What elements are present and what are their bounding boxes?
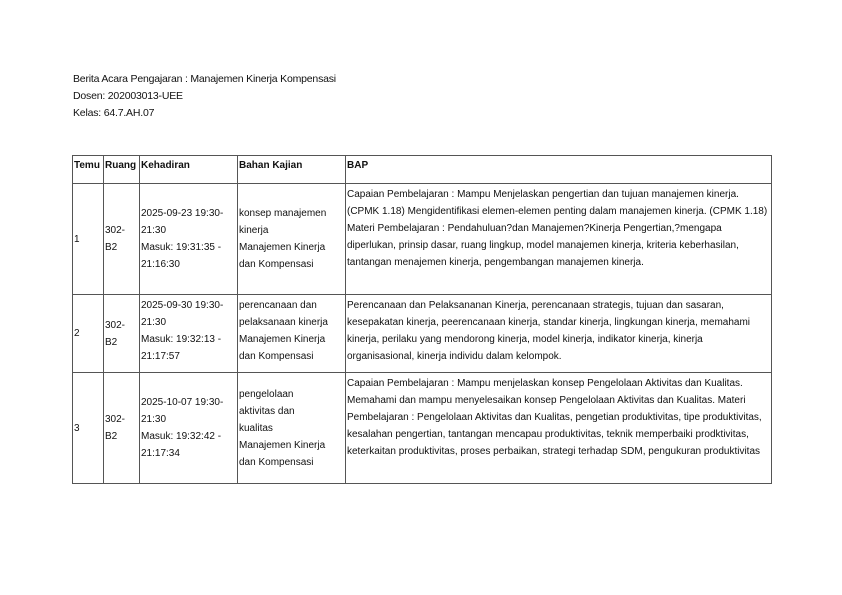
table-row (73, 373, 772, 484)
cell-bahan-kajian (238, 295, 346, 373)
bahan-line: dan Kompensasi (239, 456, 314, 468)
ruang-line: 302- (105, 414, 126, 425)
kehadiran-line: 21:30 (141, 225, 167, 236)
column-header-bahan-kajian: Bahan Kajian (238, 156, 346, 184)
kehadiran-line: 21:30 (141, 414, 167, 425)
cell-bap (346, 184, 772, 295)
cell-kehadiran (140, 373, 238, 484)
column-header-bap: BAP (346, 156, 772, 184)
cell-bap (346, 295, 772, 373)
cell-bahan-kajian (238, 373, 346, 484)
document-header (73, 71, 336, 122)
bahan-line: aktivitas dan (239, 405, 295, 417)
column-header-temu: Temu (73, 156, 104, 184)
bap-text: Capaian Pembelajaran : Mampu Menjelaskan pengertian dan tujuan manajemen kinerja. (CPMK 1.18) Mengidentifikasi elemen-elemen penting dalam manajemen kinerja. (CPMK 1.18) Materi Pembelajaran : Pendahuluan?dan Manajemen?Kinerja Pengertian,?mengapa diperlukan, prinsip dasar, ruang lingkup, model manajemen kinerja, kriteria keberhasilan, tantangan menajemen kinerja, pengembangan manajemen kinerja. (347, 189, 768, 268)
ruang-line: B2 (105, 242, 118, 253)
cell-ruang (104, 184, 140, 295)
bahan-line: Manajemen Kinerja (239, 242, 326, 253)
document-title: Berita Acara Pengajaran : Manajemen Kinerja Kompensasi (73, 73, 336, 85)
cell-temu: 1 (73, 184, 104, 295)
kehadiran-line: Masuk: 19:31:35 - (141, 242, 222, 253)
bahan-line: Manajemen Kinerja (239, 334, 326, 345)
ruang-line: 302- (105, 319, 126, 331)
cell-kehadiran (140, 184, 238, 295)
bap-text: Capaian Pembelajaran : Mampu menjelaskan konsep Pengelolaan Aktivitas dan Kualitas. Memahami dan mampu menyelesaikan konsep Pengelolaan Aktivitas dan Kualitas. Materi Pembelajaran : Pengelolaan Aktivitas dan Kualitas, pengetian produktivitas, tipe produktivitas, kesalahan pengertian, tantangan mencapau produktivitas, teknik memperbaiki prodktivitas, keterkaitan produktivitas, proses perbaikan, strategi terhadap SDM, pengukuran produktivitas (347, 378, 762, 457)
table-row (73, 184, 772, 295)
teaching-record-table (72, 155, 772, 484)
bahan-line: dan Kompensasi (239, 259, 314, 270)
table-row (73, 295, 772, 373)
bahan-line: dan Kompensasi (239, 351, 314, 362)
class-info: Kelas: 64.7.AH.07 (73, 107, 155, 119)
kehadiran-line: Masuk: 19:32:13 - (141, 334, 222, 345)
ruang-line: 302- (105, 225, 126, 236)
kehadiran-line: 2025-09-30 19:30- (141, 300, 224, 311)
cell-temu: 2 (73, 295, 104, 373)
cell-bahan-kajian (238, 184, 346, 295)
bahan-line: perencanaan dan (239, 300, 317, 311)
kehadiran-line: 21:30 (141, 317, 167, 328)
kehadiran-line: 21:17:57 (141, 351, 180, 362)
column-header-ruang: Ruang (104, 156, 140, 184)
bahan-line: kinerja (239, 225, 269, 236)
kehadiran-line: 21:16:30 (141, 259, 180, 270)
ruang-line: B2 (105, 336, 118, 348)
cell-bap (346, 373, 772, 484)
bahan-line: konsep manajemen (239, 208, 327, 219)
bahan-line: pengelolaan (239, 388, 294, 400)
column-header-kehadiran: Kehadiran (140, 156, 238, 184)
cell-ruang (104, 373, 140, 484)
cell-temu: 3 (73, 373, 104, 484)
ruang-line: B2 (105, 431, 118, 442)
kehadiran-line: 2025-10-07 19:30- (141, 397, 224, 408)
bahan-line: kualitas (239, 422, 273, 434)
kehadiran-line: 21:17:34 (141, 448, 180, 459)
kehadiran-line: 2025-09-23 19:30- (141, 208, 224, 219)
kehadiran-line: Masuk: 19:32:42 - (141, 431, 222, 442)
cell-ruang (104, 295, 140, 373)
cell-kehadiran (140, 295, 238, 373)
bahan-line: pelaksanaan kinerja (239, 317, 328, 328)
bap-text: Perencanaan dan Pelaksananan Kinerja, perencanaan strategis, tujuan dan sasaran, kesepakatan kinerja, peerencanaan kinerja, standar kinerja, lingkungan kinerja, memahami kinerja, perilaku yang mendorong kinerja, model kinerja, indikator kinerja, kinerja organisasional, kinerja individu dalam kelompok. (347, 300, 751, 362)
bahan-line: Manajemen Kinerja (239, 439, 326, 451)
table-header-row (73, 156, 772, 184)
lecturer-info: Dosen: 202003013-UEE (73, 90, 183, 102)
